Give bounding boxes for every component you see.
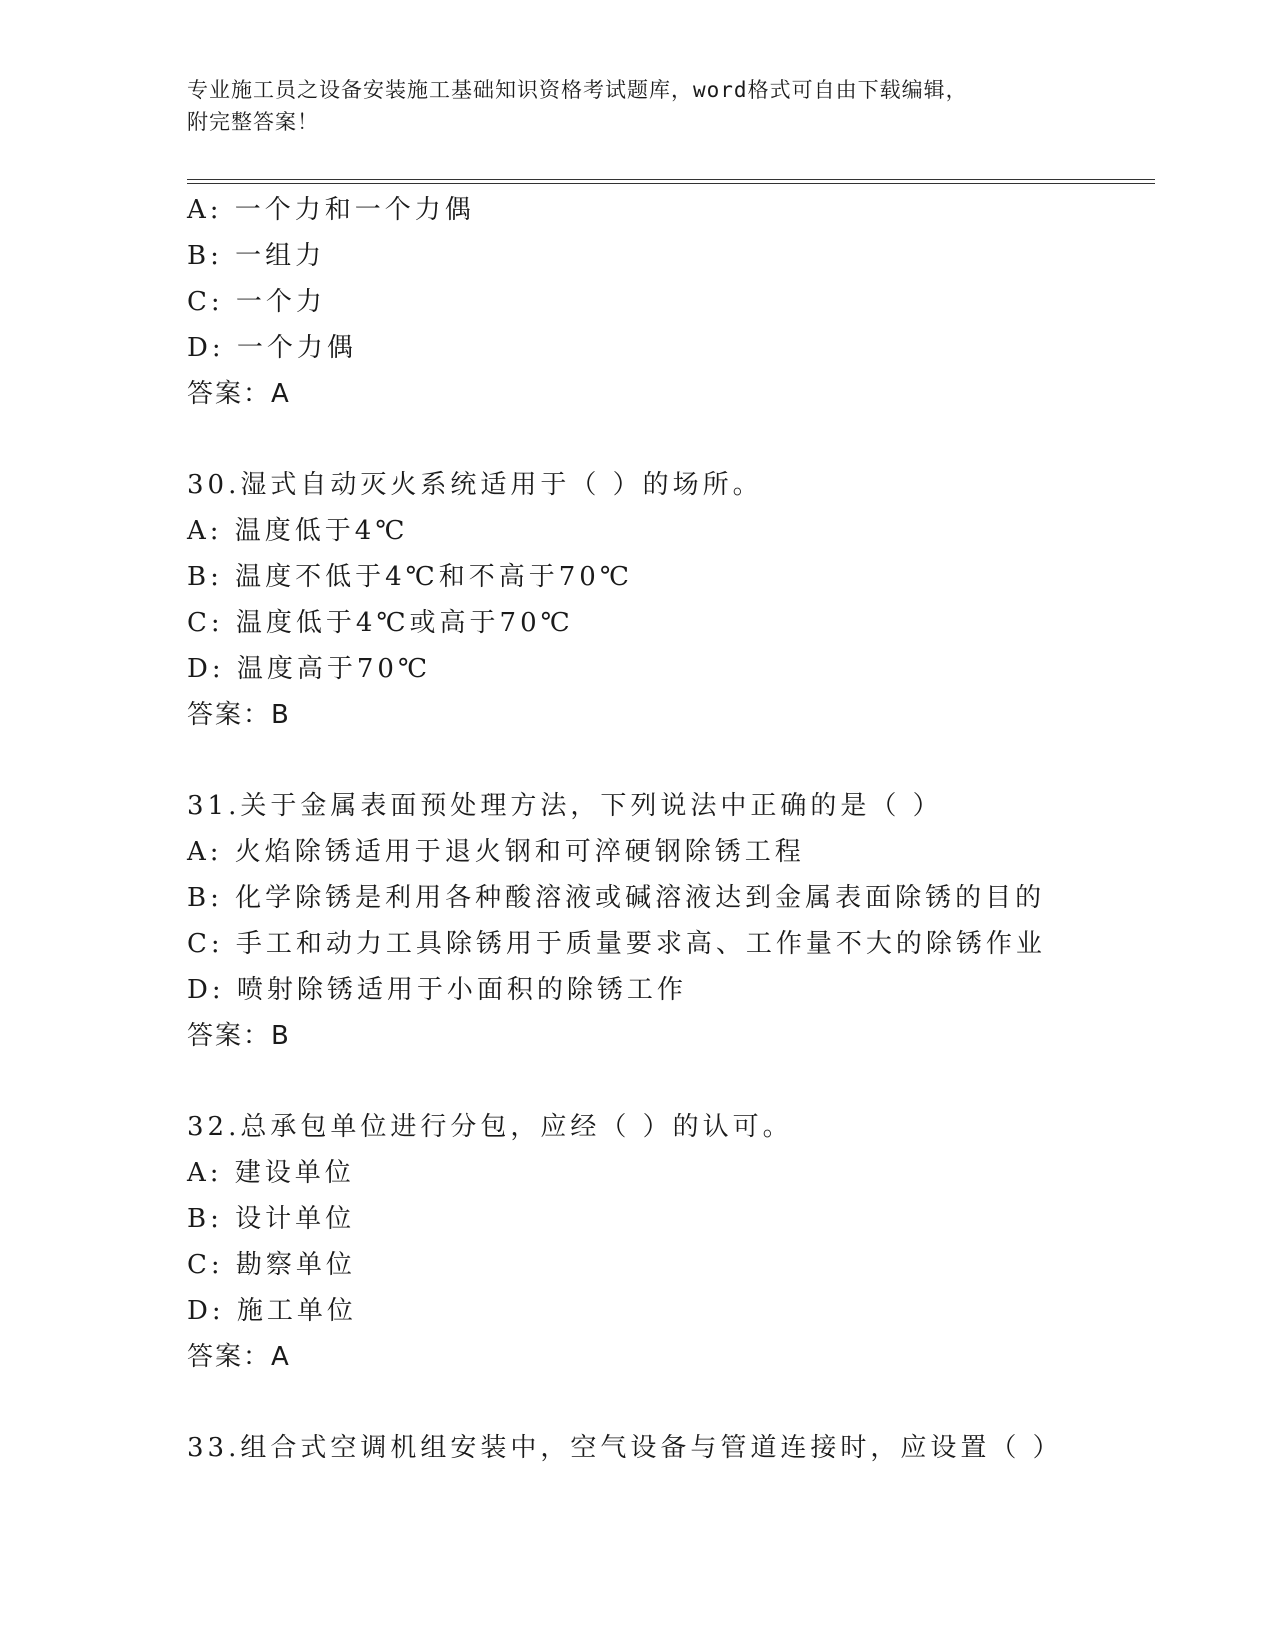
question-30	[187, 462, 1187, 738]
question-32	[187, 1104, 1187, 1380]
question-stem: 32.总承包单位进行分包，应经（ ）的认可。	[187, 1112, 793, 1142]
header-divider-bottom	[187, 183, 1155, 184]
question-31	[187, 783, 1187, 1059]
header-line-1: 专业施工员之设备安装施工基础知识资格考试题库，word格式可自由下载编辑，	[187, 78, 968, 102]
answer-line: 答案：B	[187, 700, 291, 730]
option-b: B: 一组力	[187, 241, 326, 271]
option-c: C: 温度低于4℃或高于70℃	[187, 608, 574, 638]
option-c: C: 勘察单位	[187, 1250, 356, 1280]
option-d: D: 一个力偶	[187, 333, 357, 363]
question-stem: 30.湿式自动灭火系统适用于（ ）的场所。	[187, 470, 763, 500]
header-divider-top	[187, 179, 1155, 180]
answer-line: 答案：A	[187, 1342, 291, 1372]
option-a: A: 火焰除锈适用于退火钢和可淬硬钢除锈工程	[187, 837, 805, 867]
option-b: B: 温度不低于4℃和不高于70℃	[187, 562, 633, 592]
option-b: B: 化学除锈是利用各种酸溶液或碱溶液达到金属表面除锈的目的	[187, 883, 1046, 913]
option-b: B: 设计单位	[187, 1204, 356, 1234]
question-29	[187, 187, 1187, 417]
question-list	[187, 187, 1187, 1471]
option-a: A: 建设单位	[187, 1158, 355, 1188]
option-a: A: 一个力和一个力偶	[187, 195, 475, 225]
answer-line: 答案：A	[187, 379, 291, 409]
question-33	[187, 1425, 1187, 1471]
answer-line: 答案：B	[187, 1021, 291, 1051]
option-d: D: 温度高于70℃	[187, 654, 432, 684]
document-header	[187, 74, 1087, 138]
question-stem: 31.关于金属表面预处理方法，下列说法中正确的是（ ）	[187, 791, 943, 821]
question-stem: 33.组合式空调机组安装中，空气设备与管道连接时，应设置（ ）	[187, 1433, 1063, 1463]
option-c: C: 手工和动力工具除锈用于质量要求高、工作量不大的除锈作业	[187, 929, 1046, 959]
option-d: D: 施工单位	[187, 1296, 357, 1326]
option-d: D: 喷射除锈适用于小面积的除锈工作	[187, 975, 687, 1005]
header-line-2: 附完整答案！	[187, 110, 319, 134]
option-a: A: 温度低于4℃	[187, 516, 409, 546]
option-c: C: 一个力	[187, 287, 326, 317]
